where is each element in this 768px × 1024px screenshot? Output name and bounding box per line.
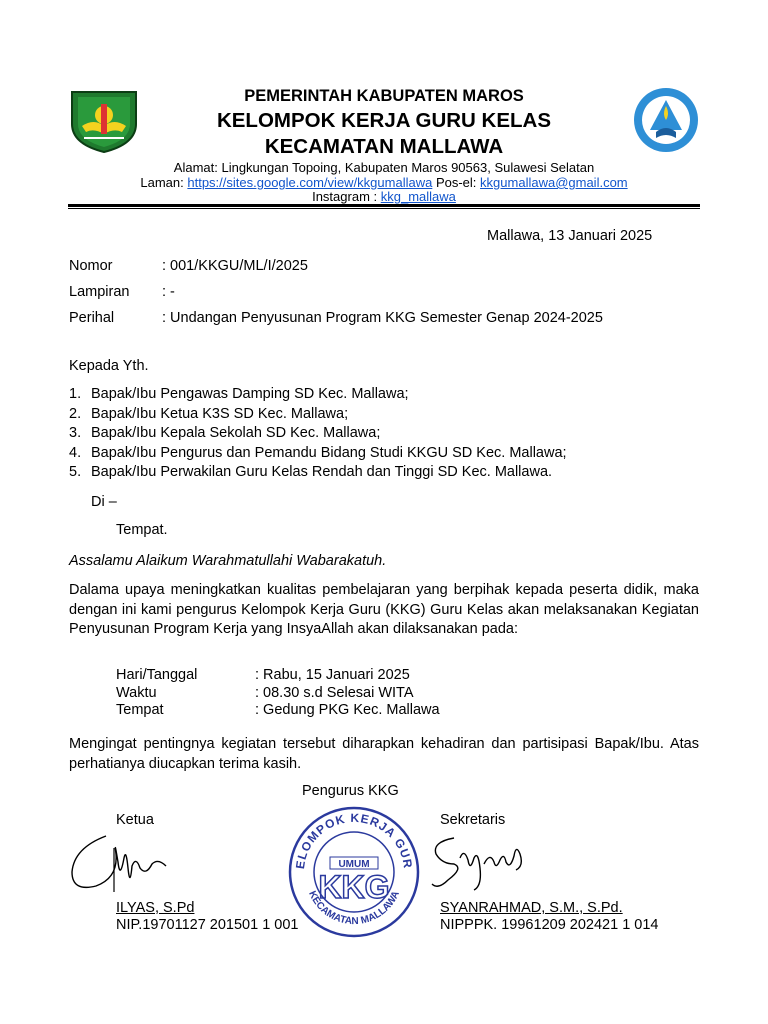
right-signatory-name: SYANRAHMAD, S.M., S.Pd. (440, 900, 623, 916)
list-item: 5. Bapak/Ibu Perwakilan Guru Kelas Rendah dan Tinggi SD Kec. Mallawa. (69, 464, 553, 480)
letter-date: Mallawa, 13 Januari 2025 (487, 228, 653, 244)
greeting: Assalamu Alaikum Warahmatullahi Wabarakatuh. (69, 553, 387, 569)
list-item: 1. Bapak/Ibu Pengawas Damping SD Kec. Mallawa; (69, 386, 409, 402)
instagram-label: Instagram : (312, 189, 378, 204)
district-name: KECAMATAN MALLAWA (264, 135, 504, 158)
left-signatory-title: Ketua (116, 812, 154, 828)
event-label: Waktu (116, 685, 157, 701)
organization-stamp (286, 804, 422, 940)
list-item: 3. Bapak/Ibu Kepala Sekolah SD Kec. Mallawa; (69, 425, 381, 441)
address-line: Alamat: Lingkungan Topoing, Kabupaten Maros 90563, Sulawesi Selatan (173, 160, 595, 175)
organization-name: KELOMPOK KERJA GURU KELAS (216, 109, 552, 132)
stamp-ring-bottom: KECAMATAN MALLAWA (306, 889, 402, 928)
left-signature (66, 828, 176, 898)
government-name: PEMERINTAH KABUPATEN MAROS (244, 87, 524, 105)
website-link[interactable]: https://sites.google.com/view/kkgumallawa (187, 175, 433, 190)
meta-label: Nomor (69, 258, 113, 274)
left-signatory-id: NIP.19701127 201501 1 001 (116, 917, 299, 933)
di-line: Di – (91, 494, 117, 510)
event-value: : Rabu, 15 Januari 2025 (255, 667, 410, 683)
email-label: Pos-el: (435, 175, 477, 190)
header-rule-thick (68, 204, 700, 207)
list-item: 2. Bapak/Ibu Ketua K3S SD Kec. Mallawa; (69, 405, 349, 422)
addressee-heading: Kepada Yth. (69, 358, 149, 374)
signatory-org: Pengurus KKG (302, 783, 399, 799)
event-value: : Gedung PKG Kec. Mallawa (255, 702, 440, 718)
recipient-list (69, 385, 567, 483)
email-link[interactable]: kkgumallawa@gmail.com (480, 175, 628, 190)
header-rule-thin (68, 208, 700, 209)
meta-value: : 001/KKGU/ML/I/2025 (162, 258, 308, 274)
stamp-big-text: KKG (318, 869, 390, 905)
stamp-ring-top: ELOMPOK KERJA GUR (292, 810, 416, 870)
instagram-link[interactable]: kkg_mallawa (380, 189, 456, 204)
instagram-line (0, 189, 768, 204)
meta-label: Perihal (69, 310, 115, 326)
body-paragraph: Dalama upaya meningkatkan kualitas pembelajaran yang berpihak kepada peserta didik, maka dengan ini kami pengurus Kelompok Kerja Guru (KKG) Guru Kelas akan melaksanakan Kegiatan Penyusunan Program Kerja yang InsyaAllah akan dilaksanakan pada: (69, 582, 699, 637)
tempat-line: Tempat. (116, 522, 168, 538)
web-label: Laman: (140, 175, 184, 190)
event-value: : 08.30 s.d Selesai WITA (255, 685, 414, 701)
event-label: Hari/Tanggal (116, 667, 198, 683)
right-signature (424, 828, 534, 898)
contact-line (0, 175, 768, 190)
meta-label: Lampiran (69, 284, 130, 300)
stamp-label: UMUM (338, 859, 370, 870)
right-signatory-id: NIPPPK. 19961209 202421 1 014 (440, 917, 659, 933)
closing-paragraph: Mengingat pentingnya kegiatan tersebut diharapkan kehadiran dan partisipasi Bapak/Ibu. Atas perhatianya diucapkan terima kasih. (69, 736, 699, 772)
meta-value: : - (162, 284, 175, 300)
meta-value: : Undangan Penyusunan Program KKG Semester Genap 2024-2025 (162, 310, 603, 326)
right-signatory-title: Sekretaris (440, 812, 506, 828)
left-signatory-name: ILYAS, S.Pd (116, 900, 195, 916)
list-item: 4. Bapak/Ibu Pengurus dan Pemandu Bidang Studi KKGU SD Kec. Mallawa; (69, 444, 567, 461)
event-label: Tempat (116, 702, 164, 718)
